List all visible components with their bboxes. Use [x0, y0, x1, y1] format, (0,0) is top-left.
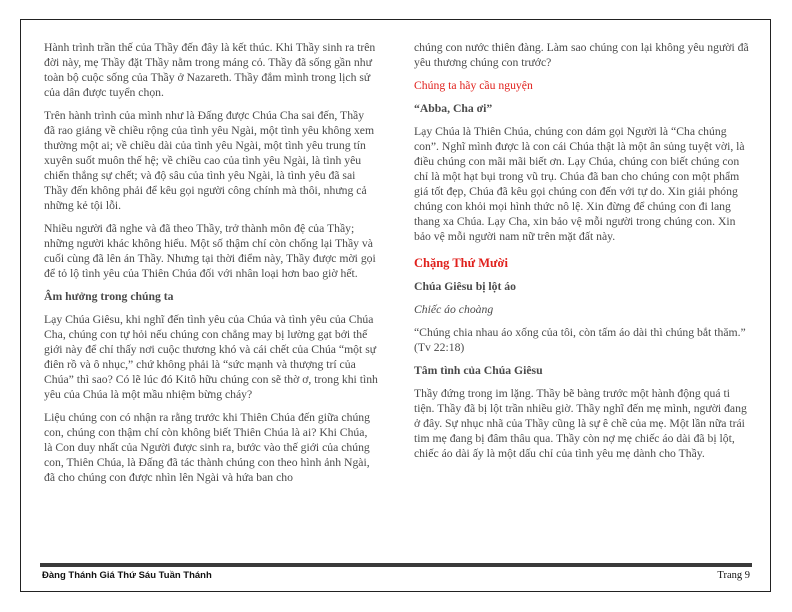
station-title: Chặng Thứ Mười	[414, 256, 508, 270]
paragraph: Thầy đứng trong im lặng. Thầy bẽ bàng trước một hành động quá ti tiện. Thầy đã bị lột trần nhiều giờ. Thầy nghĩ đến mẹ mình, người đang ở đây. Sự nhục nhã của Thầy cũng là sự ê chề của mẹ. Một lần nữa trái tim mẹ đang bị đâm thâu qua. Thầy còn nợ mẹ chiếc áo dài đã bị lột, chiếc áo dài ấy là một dấu chỉ của tình yêu mẹ dành cho Thầy.	[414, 387, 747, 460]
footer-title: Đàng Thánh Giá Thứ Sáu Tuần Thánh	[42, 570, 212, 581]
paragraph: chúng con nước thiên đàng. Làm sao chúng con lại không yêu người đã yêu thương chúng con trước?	[414, 41, 749, 69]
prayer-heading: Chúng ta hãy cầu nguyện	[414, 79, 533, 92]
page-number: Trang 9	[717, 570, 750, 581]
left-column	[44, 40, 378, 493]
right-column	[414, 40, 752, 469]
italic-heading: Chiếc áo choàng	[414, 303, 494, 316]
paragraph: Hành trình trần thế của Thầy đến đây là kết thúc. Khi Thầy sinh ra trên đời này, mẹ Thầy đặt Thầy nằm trong máng cỏ. Thầy đã sống gần như toàn bộ cuộc sống của Thầy ở Nazareth. Thầy đắm mình trong lịch sử của dân được tuyển chọn.	[44, 41, 376, 99]
footer-divider	[40, 563, 752, 567]
section-heading: Âm hưởng trong chúng ta	[44, 290, 174, 303]
station-subtitle: Chúa Giêsu bị lột áo	[414, 280, 516, 293]
paragraph: Nhiều người đã nghe và đã theo Thầy, trở thành môn đệ của Thầy; những người khác không hiểu. Một số thậm chí còn chống lại Thầy và cuối cùng đã lên án Thầy. Nhưng tại thời điểm này, Thầy được mời gọi để tỏ lộ tình yêu của Thiên Chúa đối với nhân loại hơn bao giờ hết.	[44, 222, 376, 280]
paragraph: Lạy Chúa là Thiên Chúa, chúng con dám gọi Người là “Cha chúng con”. Nghĩ mình được là con cái Chúa thật là một ân sủng tuyệt vời, là điều chúng con mãi mãi biết ơn. Lạy Chúa, chúng con biết chúng con chỉ là một hạt bụi trong vũ trụ. Chúa đã ban cho chúng con một phẩm giá tốt đẹp, Chúa đã kêu gọi chúng con đến với tự do. Xin giải phóng chúng con khỏi mọi hình thức nô lệ. Xin đừng để chúng con đi lang thang xa Chúa. Lạy Cha, xin bảo vệ mỗi người trong chúng con. Xin bảo vệ mỗi người nam nữ trên mặt đất này.	[414, 125, 745, 243]
paragraph: Lạy Chúa Giêsu, khi nghĩ đến tình yêu của Chúa và tình yêu của Chúa Cha, chúng con tự hỏi nếu chúng con chẳng may bị lường gạt bởi thế giới này để chỉ thấy nơi cuộc thương khó và cái chết của Chúa “một sự điên rồ và ô nhục,” chứ không phải là “sức mạnh và thượng trí của Chúa” thì sao? Có lẽ lúc đó Kitô hữu chúng con sẽ thờ ơ, trong khi tình yêu của Chúa là một mầu nhiệm bừng cháy?	[44, 313, 378, 401]
paragraph: Liệu chúng con có nhận ra rằng trước khi Thiên Chúa đến giữa chúng con, chúng con thậm chí còn không biết Thiên Chúa là ai? Khi Chúa, là Con duy nhất của Người được sinh ra, bước vào thế giới của chúng con, Thiên Chúa, là Đấng đã tác thành chúng con theo hình ảnh Ngài, đã cho chúng con được nhìn lên Ngài và hứa ban cho	[44, 411, 370, 484]
abba-heading: “Abba, Cha ơi”	[414, 102, 493, 115]
scripture-quote: “Chúng chia nhau áo xống của tôi, còn tấm áo dài thì chúng bắt thăm.” (Tv 22:18)	[414, 326, 746, 354]
paragraph: Trên hành trình của mình như là Đấng được Chúa Cha sai đến, Thầy đã rao giảng về chiều rộng của tình yêu Ngài, một tình yêu không xem thường một ai; về chiều dài của tình yêu Ngài, một tình yêu trung tín xuyên suốt muôn thế hệ; về chiều cao của tình yêu Ngài, là tình yêu chiến thắng sự chết; và độ sâu của tình yêu Ngài, là tình yêu đã sai Thầy đến không phải để kêu gọi người công chính mà thôi, nhưng cả những kẻ tội lỗi.	[44, 109, 375, 212]
section-heading: Tâm tình của Chúa Giêsu	[414, 364, 543, 377]
